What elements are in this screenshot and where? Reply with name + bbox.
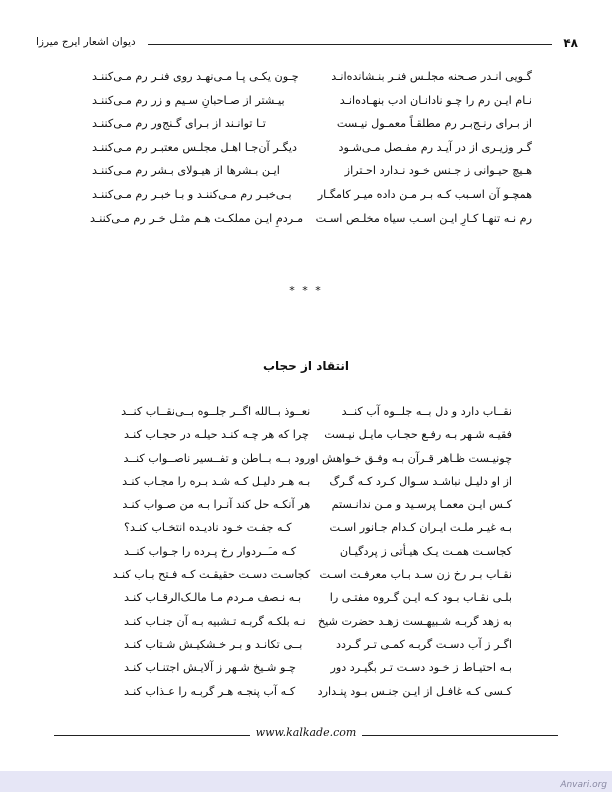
first-hemistich: همچـو آن اسـبب کـه بـر مـن داده میـر کامگـار — [317, 187, 532, 201]
first-hemistich: بلـی نقـاب بـود کـه ایـن گـروه مفتـی را — [329, 591, 512, 605]
first-hemistich: نـام ایـن رم را چـو نادانـان ادب بنهـاده‌انـد — [339, 93, 532, 107]
page-footer — [54, 726, 558, 742]
second-hemistich: بیـشتر از صـاحبانِ سـیم و زر رم مـی‌کننـد — [92, 93, 285, 107]
verse-row — [124, 685, 512, 708]
first-hemistich: کجاسـت همـت یـک هیـأتی ز پردگیـان — [339, 544, 512, 558]
verse-row — [124, 428, 512, 451]
second-hemistich: تـا توانـند از بـرای گـنج‌ور رم مـی‌کننـد — [92, 117, 266, 131]
verse-row — [112, 568, 512, 591]
second-hemistich: بـه هـر دلیـل کـه شـد بـره را مجـاب کنـد — [122, 474, 311, 488]
verse-row — [124, 498, 512, 521]
first-hemistich: بـه غیـر ملـت ایـران کـدام جـانور اسـت — [329, 521, 512, 535]
first-hemistich: گـر وزیـری از در آیـد رم مفـصل مـی‌شـود — [338, 140, 532, 154]
verse-row — [92, 164, 532, 188]
bottom-band — [0, 771, 612, 792]
first-hemistich: کـسی کـه غافـل از ایـن جنـس بـود پنـدارد — [317, 684, 512, 698]
page-header — [30, 36, 582, 52]
header-rule — [148, 44, 552, 45]
first-hemistich: گـویی انـدر صـحنه مجلـس فنـر بنـشانده‌انـد — [331, 70, 532, 83]
verse-row — [92, 117, 532, 141]
second-hemistich: کـه جفـت خـود نادیـده انتخـاب کنـد؟ — [124, 521, 292, 535]
first-hemistich: هـیچ حیـوانی ز جـنس خـود نـدارد احـتراز — [344, 164, 532, 178]
verse-row — [92, 141, 532, 165]
verse-row — [124, 452, 512, 475]
verse-row — [121, 405, 512, 428]
first-hemistich: نقـاب بـر رخ زن سـد بـاب معرفـت اسـت — [319, 568, 512, 582]
second-hemistich: کـه آب پنجـه هـر گربـه را عـذاب کنـد — [124, 684, 296, 698]
verse-row — [92, 70, 532, 94]
first-hemistich: نقــاب دارد و دل بــه جلــوه آب کنــد — [341, 405, 512, 418]
verse-row — [124, 615, 512, 638]
second-hemistich: چـون یکـی پـا مـی‌نهـد روی فنـر رم مـی‌کننـد — [92, 70, 299, 83]
second-hemistich: دیگـر آن‌جـا اهـل مجلـس معتبـر رم مـی‌کننـد — [92, 140, 297, 154]
page-number: ۴۸ — [563, 36, 578, 50]
second-hemistich: چرا که هر چـه کنـد حیلـه در حجـاب کنـد — [124, 428, 309, 442]
second-hemistich: مـردمِ ایـن مملکـت هـم مثـل خـر رم مـی‌کننـد — [90, 211, 304, 225]
poem-hijab — [112, 405, 512, 708]
first-hemistich: به زهد گربـه شـبیهـست زهـد حضرت شیخ — [317, 614, 512, 628]
second-hemistich: کجاسـت دسـت حقیقـت کـه فـتح بـاب کنـد — [112, 568, 311, 582]
second-hemistich: چـو شـیخ شـهر ز آلایـش اجتنـاب کنـد — [124, 661, 296, 675]
first-hemistich: چونیـست ظـاهر قـرآن بـه وفـق خـواهش او — [309, 451, 512, 465]
second-hemistich: هر آنکـه حل کند آنـرا بـه من صـواب کنـد — [122, 498, 311, 512]
verse-row — [124, 475, 512, 498]
section-separator: * * * — [289, 284, 323, 297]
verse-row — [92, 94, 532, 118]
first-hemistich: بـه احتیـاط ز خـود دسـت تـر بگیـرد دور — [330, 661, 512, 675]
verse-row — [124, 521, 512, 544]
second-hemistich: رود بــه بــاطن و تفــسیر ناصــواب کنــد — [123, 451, 311, 465]
first-hemistich: کـس ایـن معمـا پرسـید و مـن ندانـستم — [331, 498, 512, 512]
footer-rule-right — [362, 735, 558, 736]
second-hemistich: بـی‌خبـر رم مـی‌کننـد و بـا خبـر رم مـی‌کننـد — [92, 187, 292, 201]
first-hemistich: از او دلیـل نباشـد سـوال کـرد کـه گـرگ — [329, 474, 512, 488]
verse-row — [124, 638, 512, 661]
verse-row — [92, 212, 532, 236]
first-hemistich: رم نـه تنهـا کـارِ ایـن اسـب سیاه مخلـص اسـت — [315, 211, 532, 225]
website-url: www.kalkade.com — [255, 726, 357, 739]
second-hemistich: کـه مـَــردوار رخ پـرده را جـواب کنــد — [124, 544, 297, 558]
book-title: دیوان اشعار ایرج میرزا — [36, 36, 136, 48]
first-hemistich: فقیـه شـهر بـه رفـع حجـاب مایـل نیـست — [324, 428, 512, 442]
second-hemistich: نعــوذ بــالله اگــر جلــوه بــی‌نقــاب کنــد — [121, 405, 311, 418]
second-hemistich: بــی تکانـد و بـر خـشکیـش شـتاب کنـد — [124, 637, 303, 651]
second-hemistich: نـه بلکـه گربـه تـشبیه بـه آن جنـاب کنـد — [124, 614, 306, 628]
verse-row — [124, 661, 512, 684]
second-hemistich: ایـن بـشرها از هیـولای بـشر رم مـی‌کننـد — [92, 164, 280, 178]
verse-row — [124, 545, 512, 568]
poem-ode — [92, 70, 532, 235]
section-title: انتقاد از حجاب — [262, 359, 350, 373]
first-hemistich: اگـر ز آب دسـت گربـه کمـی تـر گـردد — [335, 637, 512, 651]
verse-row — [124, 591, 512, 614]
first-hemistich: از بـرای رنـج‌بـر رم مطلقـاً معمـول نیـست — [336, 117, 532, 131]
watermark: Anvari.org — [560, 780, 607, 790]
verse-row — [92, 188, 532, 212]
second-hemistich: بـه نـصف مـردم مـا مالـک‌الرقـاب کنـد — [124, 591, 302, 605]
